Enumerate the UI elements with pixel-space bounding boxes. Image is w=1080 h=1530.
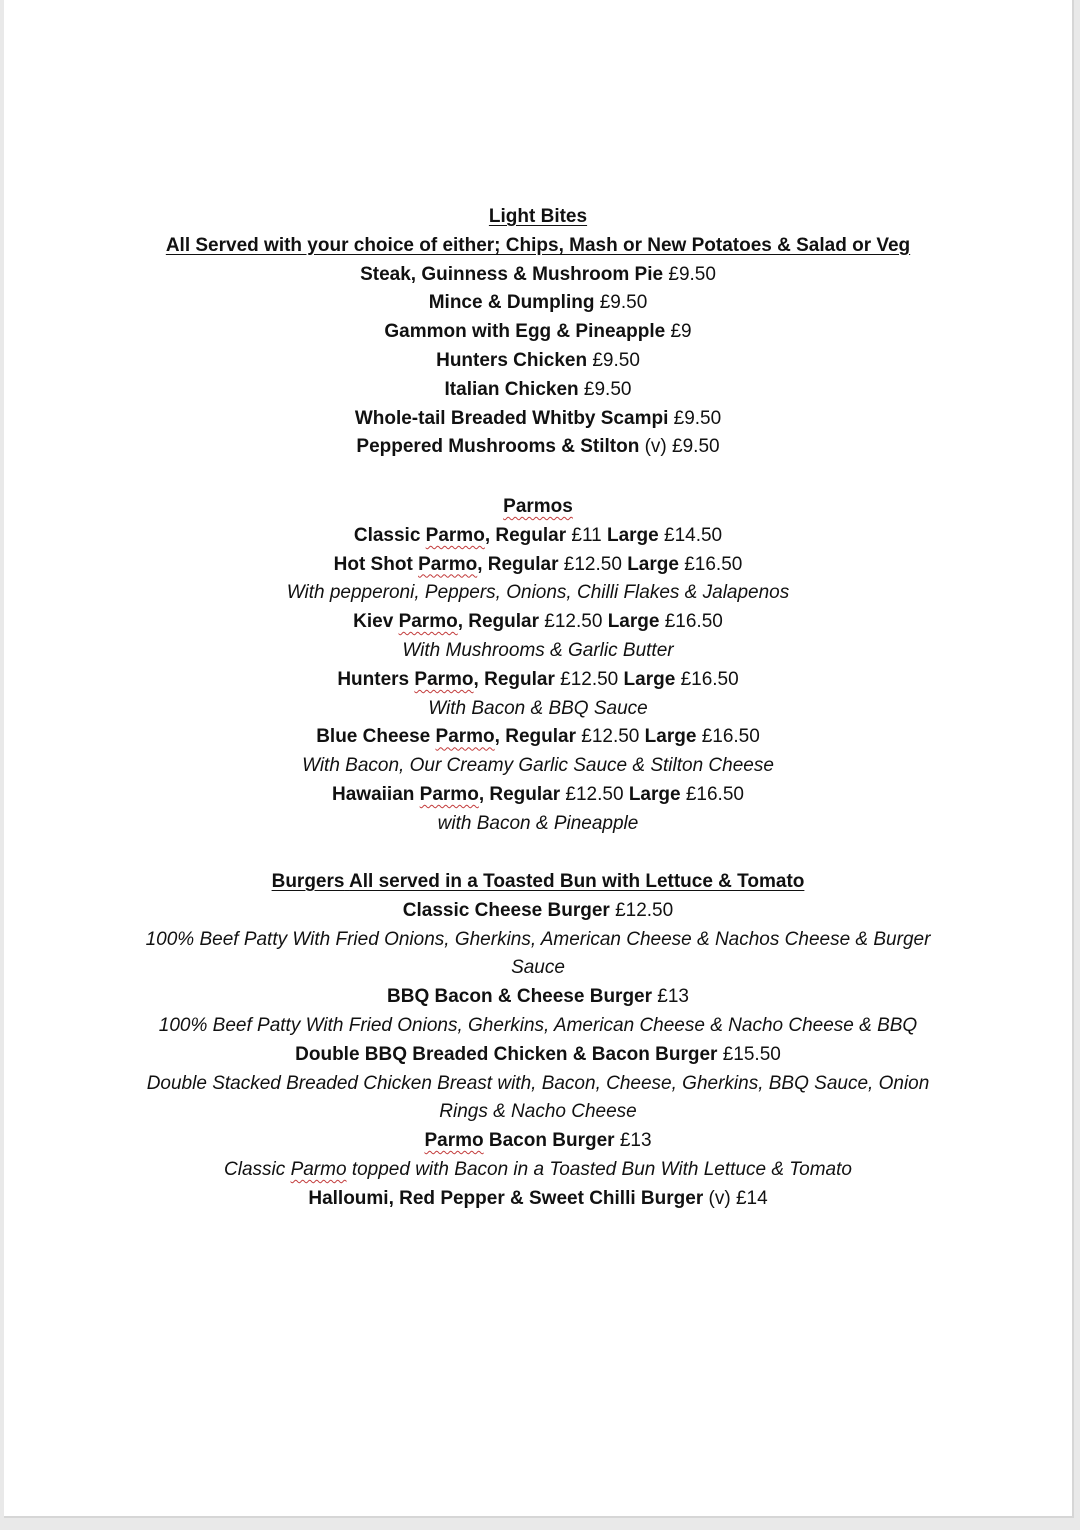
menu-page: [4, 0, 1074, 1518]
parmo-word: Parmo: [435, 726, 495, 748]
large-label: Large: [606, 524, 659, 546]
burger-item: [4, 1127, 1072, 1156]
large-label: Large: [607, 611, 660, 633]
parmo-item: Hunters Parmo, Regular £12.50 Large £16.50: [337, 668, 739, 690]
regular-label: Regular: [468, 611, 540, 633]
regular-price: £12.50: [581, 726, 640, 748]
parmo-item: Hot Shot Parmo, Regular £12.50 Large £16.50: [333, 553, 743, 575]
item-name: Double BBQ Breaded Chicken & Bacon Burger: [295, 1043, 718, 1065]
item-price: £9.50: [668, 263, 716, 285]
parmo-prefix: Hot Shot: [333, 553, 413, 575]
item-name: Italian Chicken: [444, 378, 579, 400]
item-suffix: (v): [708, 1187, 731, 1209]
large-price: £16.50: [701, 726, 760, 748]
item-name: Halloumi, Red Pepper & Sweet Chilli Burger: [308, 1187, 704, 1209]
large-price: £16.50: [684, 553, 743, 575]
item-price: £13: [619, 1130, 652, 1152]
menu-item: [4, 318, 1072, 347]
burger-item: [4, 897, 1072, 926]
menu-item: [4, 376, 1072, 405]
item-name: Peppered Mushrooms & Stilton: [356, 436, 640, 458]
parmo-prefix: Blue Cheese: [316, 726, 431, 748]
parmo-item: Kiev Parmo, Regular £12.50 Large £16.50: [353, 611, 723, 633]
desc-parmo-word: Parmo: [290, 1158, 347, 1180]
regular-label: Regular: [489, 783, 561, 805]
burger-item: [4, 983, 1072, 1012]
regular-label: Regular: [505, 726, 576, 748]
large-label: Large: [623, 668, 676, 690]
item-name-parmo: Parmo: [424, 1130, 484, 1152]
item-price: £9.50: [599, 292, 648, 314]
burger-item: [4, 1041, 1072, 1070]
item-name: Mince & Dumpling: [428, 292, 595, 314]
regular-price: £12.50: [565, 783, 624, 805]
burger-description: Double Stacked Breaded Chicken Breast with, Bacon, Cheese, Gherkins, BBQ Sauce, Onion Rings & Nacho Cheese: [146, 1072, 930, 1123]
parmo-prefix: Kiev: [353, 611, 394, 633]
light-bites-section: [4, 203, 1072, 462]
item-price: £12.50: [615, 899, 674, 921]
large-price: £16.50: [685, 783, 744, 805]
burger-description: [4, 1156, 1072, 1185]
parmo-description: With Bacon, Our Creamy Garlic Sauce & Stilton Cheese: [302, 755, 774, 777]
menu-item: [4, 289, 1072, 318]
desc-rest: topped with Bacon in a Toasted Bun With Lettuce & Tomato: [351, 1158, 852, 1180]
parmo-word: Parmo: [398, 611, 458, 633]
parmo-word: Parmo: [425, 524, 485, 546]
item-price: £9.50: [583, 378, 632, 400]
item-price: £15.50: [722, 1043, 781, 1065]
menu-item: [4, 405, 1072, 434]
regular-price: £12.50: [563, 553, 622, 575]
desc-lead: Classic: [224, 1158, 286, 1180]
large-price: £16.50: [664, 611, 723, 633]
parmo-word: Parmo: [414, 668, 474, 690]
menu-item: [4, 433, 1072, 462]
large-price: £16.50: [680, 668, 739, 690]
item-suffix: (v): [644, 436, 667, 458]
burgers-section: [4, 868, 1072, 1214]
large-label: Large: [627, 553, 679, 575]
regular-label: Regular: [495, 524, 567, 546]
menu-item: [4, 261, 1072, 290]
large-label: Large: [628, 783, 681, 805]
item-name: Hunters Chicken: [436, 349, 588, 371]
regular-price: £11: [571, 524, 602, 546]
large-price: £14.50: [664, 524, 723, 546]
burgers-title: Burgers: [271, 871, 345, 892]
light-bites-subtitle: All Served with your choice of either; Chips, Mash or New Potatoes & Salad or Veg: [165, 234, 911, 256]
parmo-item: Hawaiian Parmo, Regular £12.50 Large £16.50: [332, 783, 744, 805]
parmo-prefix: Classic: [353, 524, 421, 546]
parmo-description: with Bacon & Pineapple: [437, 812, 639, 834]
item-price: £14: [735, 1187, 768, 1209]
menu-item: [4, 347, 1072, 376]
regular-label: Regular: [487, 553, 559, 575]
regular-price: £12.50: [560, 668, 619, 690]
item-name: Whole-tail Breaded Whitby Scampi: [354, 407, 669, 429]
parmo-item: Classic Parmo, Regular £11 Large £14.50: [353, 524, 723, 546]
parmo-description: With pepperoni, Peppers, Onions, Chilli Flakes & Jalapenos: [286, 582, 790, 604]
parmos-title: Parmos: [503, 496, 573, 517]
item-name: BBQ Bacon & Cheese Burger: [387, 986, 653, 1008]
item-price: £13: [657, 986, 689, 1008]
parmo-item: Blue Cheese Parmo, Regular £12.50 Large £16.50: [316, 726, 760, 748]
parmo-prefix: Hawaiian: [332, 783, 415, 805]
burgers-heading: [4, 868, 1072, 897]
item-price: £9.50: [592, 349, 640, 371]
item-name: Gammon with Egg & Pineapple: [384, 321, 666, 343]
regular-price: £12.50: [544, 611, 603, 633]
parmo-prefix: Hunters: [337, 668, 410, 690]
burger-description: 100% Beef Patty With Fried Onions, Gherkins, American Cheese & Nachos Cheese & Burger Sauce: [145, 928, 931, 979]
burger-description: 100% Beef Patty With Fried Onions, Gherkins, American Cheese & Nacho Cheese & BBQ: [158, 1014, 918, 1036]
parmo-description: With Mushrooms & Garlic Butter: [402, 639, 674, 661]
item-name: Classic Cheese Burger: [402, 899, 610, 921]
light-bites-title: Light Bites: [488, 206, 588, 227]
burgers-subtitle: All served in a Toasted Bun with Lettuce & Tomato: [349, 871, 805, 892]
parmo-word: Parmo: [418, 553, 478, 575]
item-price: £9.50: [672, 436, 720, 458]
item-name: Bacon Burger: [488, 1130, 615, 1152]
parmo-description: With Bacon & BBQ Sauce: [428, 697, 648, 719]
regular-label: Regular: [484, 668, 555, 690]
burger-item: [4, 1185, 1072, 1214]
item-name: Steak, Guinness & Mushroom Pie: [360, 263, 664, 285]
large-label: Large: [644, 726, 697, 748]
item-price: £9.50: [673, 407, 722, 429]
item-price: £9: [670, 321, 692, 343]
parmo-word: Parmo: [419, 783, 479, 805]
parmos-section: [4, 493, 1072, 839]
